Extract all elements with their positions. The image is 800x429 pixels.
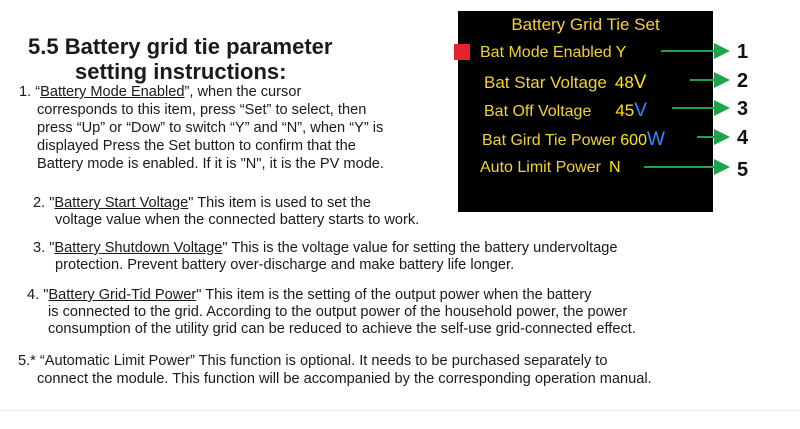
item5-line1: 5.* “Automatic Limit Power” This function is optional. It needs to be purchased separately to xyxy=(18,353,608,369)
item4-prefix: 4. " xyxy=(27,287,49,303)
callout-number-5: 5 xyxy=(737,159,749,181)
item1-term: Battery Mode Enabled xyxy=(40,84,185,100)
screen-row-label: Bat Star Voltage xyxy=(484,73,607,92)
item5-line2: connect the module. This function will be accompanied by the corresponding operation manual. xyxy=(37,371,652,387)
item1-line3: press “Up” or “Dow” to switch “Y” and “N”, when “Y” is xyxy=(37,120,384,136)
screen-row-label: Bat Mode Enabled xyxy=(480,44,612,61)
bottom-divider xyxy=(0,410,800,411)
screen-row-unit: V xyxy=(633,72,647,93)
item1-line2: corresponds to this item, press “Set” to select, then xyxy=(37,102,367,118)
screen-row-value: Y xyxy=(615,44,627,61)
screen-row-unit: V xyxy=(634,100,647,121)
item2-rest: " This item is used to set the xyxy=(188,195,371,211)
item1-line4: displayed Press the Set button to confirm that the xyxy=(37,138,356,154)
item4-term: Battery Grid-Tid Power xyxy=(48,287,197,303)
section-title-line2: setting instructions: xyxy=(75,59,287,84)
item3-line2: protection. Prevent battery over-discharge and make battery life longer. xyxy=(55,257,515,273)
item4-rest: " This item is the setting of the output power when the battery xyxy=(196,287,592,303)
screen-row-value: N xyxy=(608,159,621,176)
screen-row-label: Auto Limit Power xyxy=(480,159,601,176)
screen-row-unit: W xyxy=(646,129,665,150)
callout-number-3: 3 xyxy=(737,98,749,120)
screen-title: Battery Grid Tie Set xyxy=(511,15,660,34)
screen-row-value: 45 xyxy=(615,101,635,120)
callout-number-1: 1 xyxy=(737,41,749,63)
item4-line3: consumption of the utility grid can be reduced to achieve the self-use grid-connected effect. xyxy=(48,321,636,337)
screen-row-label: Bat Gird Tie Power xyxy=(482,132,617,149)
screen-row-value: 48 xyxy=(614,73,634,92)
screen-row-label: Bat Off Voltage xyxy=(484,103,592,120)
item1-prefix: 1. “ xyxy=(19,84,41,100)
item2-line2: voltage value when the connected battery starts to work. xyxy=(55,212,420,228)
callout-number-2: 2 xyxy=(737,70,749,92)
item3-rest: " This is the voltage value for setting the battery undervoltage xyxy=(222,240,618,256)
item4-line2: is connected to the grid. According to the output power of the household power, the power xyxy=(48,304,628,320)
callout-number-4: 4 xyxy=(737,127,749,149)
item1-line5: Battery mode is enabled. If it is "N", it is the PV mode. xyxy=(37,156,384,172)
item2-term: Battery Start Voltage xyxy=(54,195,189,211)
item3-term: Battery Shutdown Voltage xyxy=(54,240,223,256)
item3-prefix: 3. " xyxy=(33,240,55,256)
screen-row-value: 600 xyxy=(620,132,647,149)
section-title-line1: 5.5 Battery grid tie parameter xyxy=(28,34,333,59)
item1-rest: ”, when the cursor xyxy=(184,84,302,100)
item2-prefix: 2. " xyxy=(33,195,55,211)
